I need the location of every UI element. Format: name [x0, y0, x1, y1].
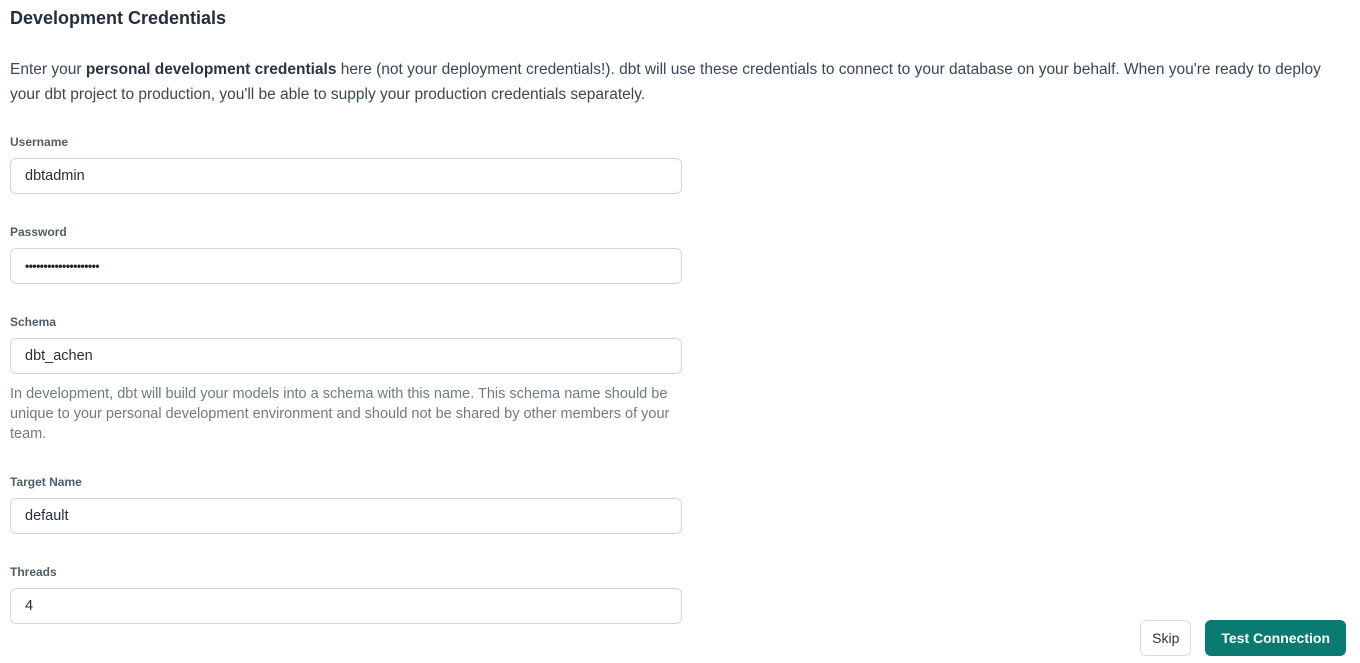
intro-suffix: here (not your deployment credentials!). dbt will use these credentials to connect to your database on your behalf. When you're ready to deploy your dbt project to production, you'll be able to supply your production credentials separately.: [10, 61, 1321, 103]
schema-label: Schema: [10, 315, 57, 329]
username-input[interactable]: [10, 158, 682, 194]
password-input[interactable]: [10, 248, 682, 284]
page-title: Development Credentials: [10, 8, 227, 28]
target-name-input[interactable]: [10, 498, 682, 534]
threads-input[interactable]: [10, 588, 682, 624]
field-username: [10, 135, 1350, 194]
intro-prefix: Enter your: [10, 61, 86, 78]
credentials-form: [10, 135, 1350, 624]
schema-help-text: In development, dbt will build your models into a schema with this name. This schema name should be unique to your personal development environment and should not be shared by other members of your team.: [10, 386, 670, 442]
password-label: Password: [10, 225, 67, 239]
target-name-label: Target Name: [10, 475, 82, 489]
schema-input[interactable]: [10, 338, 682, 374]
username-label: Username: [10, 135, 69, 149]
form-actions: [1140, 620, 1346, 656]
field-password: [10, 225, 1350, 284]
field-threads: [10, 565, 1350, 624]
intro-text: [10, 57, 1342, 107]
threads-label: Threads: [10, 565, 57, 579]
skip-button[interactable]: Skip: [1140, 620, 1191, 656]
field-schema: [10, 315, 1350, 444]
field-target-name: [10, 475, 1350, 534]
intro-bold: personal development credentials: [85, 61, 337, 78]
test-connection-button[interactable]: Test Connection: [1205, 620, 1346, 656]
